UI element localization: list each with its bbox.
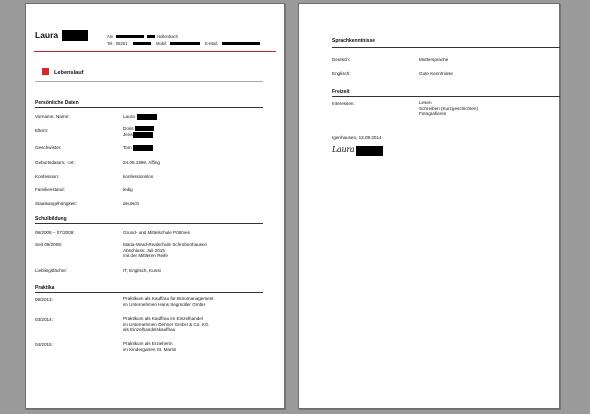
place-date: Igenhausen, 13.09.2014 — [332, 135, 382, 140]
section-title-internships: Praktika — [35, 285, 55, 291]
row-value: ledig — [123, 187, 133, 192]
row-label: 08/2013: — [35, 297, 53, 302]
row-value: Grund- und Mittelschule Pöttmes — [123, 230, 190, 235]
row-label: 09/2005 – 07/2009: — [35, 230, 75, 235]
redaction-mother — [135, 126, 154, 131]
redaction-email — [222, 42, 260, 45]
row-value: Muttersprache — [419, 57, 449, 62]
section-title-school: Schulbildung — [35, 216, 67, 222]
row-value: Praktikum als Kauffrau im Einzelhandel im Unternehmen Dehner GmbH & Co. KG als Einzelhandelskauffrau — [123, 316, 209, 333]
redaction-first-surname — [137, 114, 157, 120]
signature: Laura — [332, 145, 355, 154]
header-address — [107, 34, 113, 39]
row-label: Eltern: — [35, 128, 49, 133]
row-value: Doris Jens — [123, 126, 134, 137]
row-label: Staatsangehörigkeit: — [35, 201, 77, 206]
section-title-personal: Persönliche Daten — [35, 100, 79, 106]
row-label: Geschwister: — [35, 145, 62, 150]
row-value: 24.08.1998, Affing — [123, 160, 160, 165]
row-label: Englisch: — [332, 71, 351, 76]
row-value: IT, Englisch, Kunst — [123, 268, 161, 273]
redaction-street — [116, 35, 144, 38]
row-label: Familienstand: — [35, 187, 65, 192]
header-email-label: E-Mail: — [205, 41, 219, 46]
address-suffix: Hollenbach — [157, 34, 178, 39]
header-mobil-label: Mobil: — [156, 41, 168, 46]
section-rule-freetime — [332, 96, 560, 97]
section-rule-languages — [332, 47, 560, 48]
redaction-housenumber — [147, 35, 155, 38]
row-value: konfessionslos — [123, 174, 154, 179]
title-divider — [35, 81, 263, 82]
address-prefix: Am — [107, 34, 114, 39]
redaction-signature — [356, 146, 383, 156]
row-value: Praktikum als Kauffrau für Büromanagement im Unternehmen Hans Segmüller GmbH — [123, 296, 214, 307]
row-value: Lesen Schreiben (Kurzgeschichten) Fotografieren — [419, 100, 478, 117]
redaction-surname — [62, 30, 88, 41]
row-label: Konfession: — [35, 174, 60, 179]
redaction-phone — [133, 42, 151, 45]
row-value: Praktikum als Erzieherin im Kindergarten St. Martin — [123, 341, 177, 352]
header-red-line — [34, 51, 276, 52]
row-label: Seit 09/2009: — [35, 242, 63, 247]
redaction-mobil — [170, 42, 200, 45]
row-label: Interessen: — [332, 101, 355, 106]
header-phone: Tel.: 08251 — [107, 41, 128, 46]
row-value: deutsch — [123, 201, 140, 206]
section-rule-school — [35, 223, 263, 224]
row-label: 04/2015: — [35, 342, 53, 347]
document-page-2 — [298, 3, 560, 409]
section-rule-internships — [35, 292, 263, 293]
redaction-sibling — [133, 145, 153, 151]
cv-logo-icon — [42, 68, 49, 75]
row-value: Maria-Ward-Realschule Schrobenhausen Abschluss: Juli 2015 mit der Mittleren Reife — [123, 242, 208, 259]
row-value: Tom — [123, 145, 132, 150]
row-label: Deutsch: — [332, 57, 351, 62]
redaction-father — [133, 132, 153, 138]
document-page-1 — [25, 3, 285, 409]
row-value: Gute Kenntnisse — [419, 71, 453, 76]
row-label: 03/2014: — [35, 317, 53, 322]
document-title: Lebenslauf — [54, 70, 84, 76]
row-value: Laura — [123, 114, 135, 119]
row-label: Lieblingsfächer: — [35, 268, 68, 273]
section-title-freetime: Freizeit — [332, 89, 350, 95]
applicant-name: Laura — [35, 30, 59, 40]
row-label: Geburtsdatum, -ort: — [35, 160, 75, 165]
section-title-languages: Sprachkenntnisse — [332, 38, 376, 44]
row-label: Vorname, Name: — [35, 114, 70, 119]
section-rule-personal — [35, 107, 263, 108]
